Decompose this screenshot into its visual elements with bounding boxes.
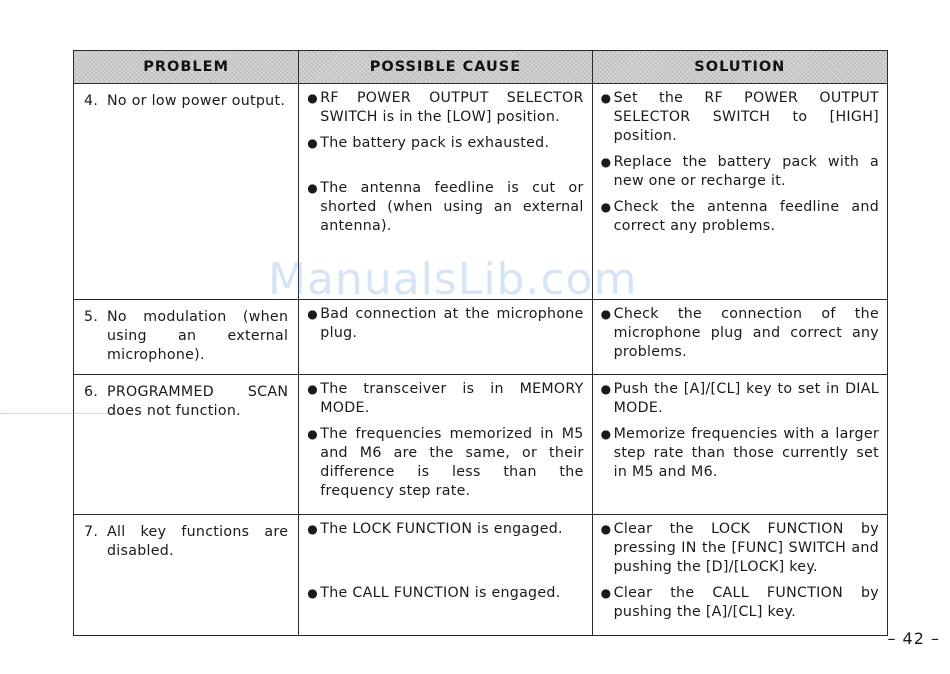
solution-cell <box>592 515 887 636</box>
solution-item <box>601 198 879 236</box>
solution-text: Set the RF POWER OUTPUT SELECTOR SWITCH to [HIGH] position. <box>613 90 879 144</box>
cause-item <box>307 134 583 153</box>
table-body <box>74 84 888 636</box>
bullet-icon: ● <box>600 307 612 321</box>
bullet-icon: ● <box>307 586 319 600</box>
cause-text: The antenna feedline is cut or shorted (when using an external antenna). <box>320 180 584 234</box>
cause-item <box>307 520 583 539</box>
problem-text: All key functions are disabled. <box>107 524 289 559</box>
cause-item <box>307 89 583 127</box>
problem-number: 6. <box>84 384 99 400</box>
bullet-icon: ● <box>600 427 612 441</box>
header-solution: SOLUTION <box>592 51 887 84</box>
cause-text: The LOCK FUNCTION is engaged. <box>320 521 563 537</box>
solution-text: Replace the battery pack with a new one or recharge it. <box>613 154 879 189</box>
solution-item <box>601 153 879 191</box>
header-problem: PROBLEM <box>74 51 299 84</box>
problem-number: 7. <box>84 524 99 540</box>
page-number: – 42 – <box>887 629 940 648</box>
cause-text: RF POWER OUTPUT SELECTOR SWITCH is in the [LOW] position. <box>320 90 584 125</box>
solution-item <box>601 425 879 482</box>
bullet-icon: ● <box>307 307 319 321</box>
bullet-icon: ● <box>307 181 319 195</box>
solution-item <box>601 89 879 146</box>
bullet-icon: ● <box>307 382 319 396</box>
solution-text: Clear the LOCK FUNCTION by pressing IN the [FUNC] SWITCH and pushing the [D]/[LOCK] key. <box>613 521 879 575</box>
solution-text: Check the antenna feedline and correct any problems. <box>613 199 879 234</box>
problem-cell <box>74 84 299 300</box>
problem-cell <box>74 375 299 515</box>
troubleshooting-table <box>73 50 888 636</box>
header-row <box>74 51 888 84</box>
bullet-icon: ● <box>600 91 612 105</box>
cause-text: Bad connection at the microphone plug. <box>320 306 584 341</box>
cause-text: The transceiver is in MEMORY MODE. <box>320 381 584 416</box>
solution-item <box>601 520 879 577</box>
cause-item <box>307 425 583 501</box>
solution-text: Push the [A]/[CL] key to set in DIAL MODE. <box>613 381 879 416</box>
cause-cell <box>299 300 592 375</box>
solution-item <box>601 584 879 622</box>
problem-entry <box>84 92 288 111</box>
problem-text: No modulation (when using an external microphone). <box>107 309 289 363</box>
cause-text: The battery pack is exhausted. <box>320 135 550 151</box>
table-row <box>74 375 888 515</box>
bullet-icon: ● <box>307 136 319 150</box>
bullet-icon: ● <box>600 382 612 396</box>
cause-item <box>307 380 583 418</box>
solution-text: Check the connection of the microphone plug and correct any problems. <box>613 306 879 360</box>
header-possible-cause: POSSIBLE CAUSE <box>299 51 592 84</box>
problem-text: No or low power output. <box>107 93 286 109</box>
bullet-icon: ● <box>307 427 319 441</box>
problem-number: 4. <box>84 93 99 109</box>
problem-entry <box>84 383 288 421</box>
problem-cell <box>74 515 299 636</box>
cause-item <box>307 179 583 236</box>
solution-item <box>601 305 879 362</box>
table-row <box>74 515 888 636</box>
solution-cell <box>592 375 887 515</box>
bullet-icon: ● <box>600 155 612 169</box>
problem-number: 5. <box>84 309 99 325</box>
cause-item <box>307 584 583 603</box>
problem-cell <box>74 300 299 375</box>
bullet-icon: ● <box>307 522 319 536</box>
cause-item <box>307 305 583 343</box>
cause-cell <box>299 375 592 515</box>
cause-text: The CALL FUNCTION is engaged. <box>320 585 561 601</box>
cause-cell <box>299 515 592 636</box>
cause-text: The frequencies memorized in M5 and M6 are the same, or their difference is less than the frequency step rate. <box>320 426 584 499</box>
solution-text: Memorize frequencies with a larger step rate than those currently set in M5 and M6. <box>613 426 879 480</box>
problem-text: PROGRAMMED SCAN does not function. <box>107 384 289 419</box>
table-row <box>74 300 888 375</box>
bullet-icon: ● <box>600 586 612 600</box>
problem-entry <box>84 523 288 561</box>
solution-cell <box>592 300 887 375</box>
bullet-icon: ● <box>600 200 612 214</box>
bullet-icon: ● <box>600 522 612 536</box>
table-header <box>74 51 888 84</box>
watermark: ManualsLib.com <box>268 254 638 305</box>
solution-item <box>601 380 879 418</box>
bullet-icon: ● <box>307 91 319 105</box>
solution-text: Clear the CALL FUNCTION by pushing the [A]/[CL] key. <box>613 585 879 620</box>
problem-entry <box>84 308 288 365</box>
